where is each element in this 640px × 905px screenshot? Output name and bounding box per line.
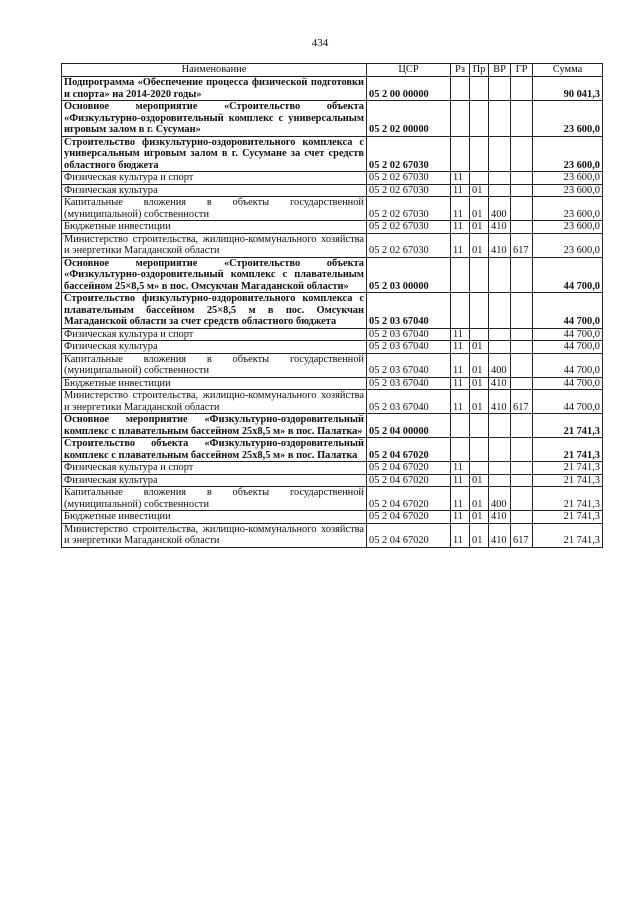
cell-name: Капитальные вложения в объекты государственной (муниципальной) собственности <box>62 487 367 511</box>
header-vr: ВР <box>489 64 511 77</box>
cell-pr: 01 <box>470 197 489 221</box>
cell-rz: 11 <box>451 377 470 390</box>
cell-gr: 617 <box>511 233 533 257</box>
cell-gr <box>511 257 533 293</box>
cell-pr: 01 <box>470 353 489 377</box>
budget-table <box>61 63 603 548</box>
cell-csr: 05 2 03 67040 <box>367 377 451 390</box>
cell-rz: 11 <box>451 341 470 354</box>
cell-name: Строительство физкультурно-оздоровительного комплекса с универсальным игровым залом в г. Сусумане за счет средств областного бюджета <box>62 136 367 172</box>
cell-pr <box>470 257 489 293</box>
header-pr: Пр <box>470 64 489 77</box>
cell-vr <box>489 438 511 462</box>
cell-csr: 05 2 02 67030 <box>367 197 451 221</box>
cell-name: Бюджетные инвестиции <box>62 221 367 234</box>
cell-csr: 05 2 03 67040 <box>367 353 451 377</box>
cell-sum: 23 600,0 <box>533 184 603 197</box>
cell-gr <box>511 511 533 524</box>
cell-vr: 410 <box>489 221 511 234</box>
table-row <box>62 474 603 487</box>
cell-gr <box>511 221 533 234</box>
cell-rz: 11 <box>451 487 470 511</box>
cell-name: Строительство физкультурно-оздоровительного комплекса с плавательным бассейном 25×8,5 м в пос. Омсукчан Магаданской области за счет средств областного бюджета <box>62 293 367 329</box>
cell-sum: 21 741,3 <box>533 523 603 547</box>
table-row <box>62 172 603 185</box>
cell-csr: 05 2 04 00000 <box>367 414 451 438</box>
cell-gr <box>511 328 533 341</box>
table-row <box>62 523 603 547</box>
cell-vr <box>489 474 511 487</box>
cell-vr: 410 <box>489 523 511 547</box>
cell-sum: 23 600,0 <box>533 197 603 221</box>
cell-name: Физическая культура <box>62 341 367 354</box>
table-row <box>62 293 603 329</box>
cell-rz: 11 <box>451 390 470 414</box>
cell-vr: 400 <box>489 353 511 377</box>
cell-sum: 21 741,3 <box>533 474 603 487</box>
cell-vr <box>489 462 511 475</box>
table-header-row <box>62 64 603 77</box>
cell-sum: 44 700,0 <box>533 390 603 414</box>
cell-csr: 05 2 04 67020 <box>367 487 451 511</box>
cell-vr <box>489 77 511 101</box>
cell-csr: 05 2 02 67030 <box>367 221 451 234</box>
header-name: Наименование <box>62 64 367 77</box>
cell-csr: 05 2 04 67020 <box>367 511 451 524</box>
cell-name: Бюджетные инвестиции <box>62 377 367 390</box>
cell-name: Физическая культура <box>62 474 367 487</box>
cell-rz: 11 <box>451 184 470 197</box>
cell-pr: 01 <box>470 390 489 414</box>
cell-gr <box>511 414 533 438</box>
cell-name: Подпрограмма «Обеспечение процесса физической подготовки и спорта» на 2014-2020 годы» <box>62 77 367 101</box>
table-row <box>62 184 603 197</box>
cell-csr: 05 2 03 00000 <box>367 257 451 293</box>
cell-name: Бюджетные инвестиции <box>62 511 367 524</box>
cell-pr <box>470 101 489 137</box>
cell-rz: 11 <box>451 523 470 547</box>
header-rz: Рз <box>451 64 470 77</box>
cell-sum: 44 700,0 <box>533 293 603 329</box>
cell-pr <box>470 77 489 101</box>
cell-pr <box>470 293 489 329</box>
cell-gr <box>511 474 533 487</box>
table-row <box>62 257 603 293</box>
cell-gr <box>511 438 533 462</box>
cell-pr <box>470 414 489 438</box>
cell-sum: 21 741,3 <box>533 511 603 524</box>
cell-pr <box>470 136 489 172</box>
cell-sum: 23 600,0 <box>533 233 603 257</box>
cell-sum: 90 041,3 <box>533 77 603 101</box>
cell-rz <box>451 136 470 172</box>
table-row <box>62 390 603 414</box>
cell-name: Основное мероприятие «Физкультурно-оздоровительный комплекс с плавательным бассейном 25х8,5 м» в пос. Палатка» <box>62 414 367 438</box>
cell-sum: 21 741,3 <box>533 462 603 475</box>
cell-csr: 05 2 02 67030 <box>367 184 451 197</box>
header-csr: ЦСР <box>367 64 451 77</box>
cell-csr: 05 2 04 67020 <box>367 523 451 547</box>
cell-csr: 05 2 02 67030 <box>367 233 451 257</box>
cell-sum: 23 600,0 <box>533 221 603 234</box>
cell-vr <box>489 257 511 293</box>
cell-pr: 01 <box>470 511 489 524</box>
cell-rz <box>451 438 470 462</box>
cell-vr <box>489 184 511 197</box>
table-row <box>62 101 603 137</box>
cell-name: Основное мероприятие «Строительство объекта «Физкультурно-оздоровительный комплекс с плавательным бассейном 25×8,5 м» в пос. Омсукчан Магаданской области» <box>62 257 367 293</box>
cell-rz <box>451 414 470 438</box>
cell-name: Физическая культура и спорт <box>62 172 367 185</box>
cell-pr: 01 <box>470 377 489 390</box>
cell-pr <box>470 438 489 462</box>
cell-vr: 400 <box>489 487 511 511</box>
table-row <box>62 77 603 101</box>
cell-rz: 11 <box>451 221 470 234</box>
cell-vr: 410 <box>489 377 511 390</box>
cell-sum: 21 741,3 <box>533 414 603 438</box>
cell-pr: 01 <box>470 523 489 547</box>
cell-sum: 21 741,3 <box>533 438 603 462</box>
table-row <box>62 462 603 475</box>
cell-vr: 410 <box>489 233 511 257</box>
cell-gr <box>511 353 533 377</box>
cell-pr <box>470 328 489 341</box>
cell-name: Министерство строительства, жилищно-коммунального хозяйства и энергетики Магаданской области <box>62 233 367 257</box>
table-row <box>62 136 603 172</box>
table-row <box>62 438 603 462</box>
cell-sum: 23 600,0 <box>533 101 603 137</box>
cell-gr <box>511 487 533 511</box>
cell-gr <box>511 341 533 354</box>
cell-vr <box>489 101 511 137</box>
cell-vr <box>489 341 511 354</box>
table-row <box>62 487 603 511</box>
cell-sum: 44 700,0 <box>533 341 603 354</box>
cell-gr: 617 <box>511 390 533 414</box>
cell-csr: 05 2 02 67030 <box>367 136 451 172</box>
cell-rz <box>451 293 470 329</box>
cell-sum: 44 700,0 <box>533 328 603 341</box>
cell-vr <box>489 293 511 329</box>
table-row <box>62 328 603 341</box>
cell-gr <box>511 184 533 197</box>
cell-vr: 410 <box>489 511 511 524</box>
cell-rz: 11 <box>451 353 470 377</box>
cell-rz <box>451 77 470 101</box>
cell-name: Физическая культура <box>62 184 367 197</box>
cell-gr <box>511 136 533 172</box>
cell-vr: 400 <box>489 197 511 221</box>
cell-sum: 44 700,0 <box>533 353 603 377</box>
header-gr: ГР <box>511 64 533 77</box>
table-row <box>62 511 603 524</box>
cell-vr <box>489 414 511 438</box>
cell-pr: 01 <box>470 221 489 234</box>
cell-sum: 23 600,0 <box>533 136 603 172</box>
cell-name: Физическая культура и спорт <box>62 462 367 475</box>
cell-gr <box>511 77 533 101</box>
cell-csr: 05 2 02 00000 <box>367 101 451 137</box>
cell-name: Основное мероприятие «Строительство объекта «Физкультурно-оздоровительный комплекс с универсальным игровым залом в г. Сусуман» <box>62 101 367 137</box>
cell-name: Капитальные вложения в объекты государственной (муниципальной) собственности <box>62 197 367 221</box>
table-row <box>62 341 603 354</box>
cell-rz <box>451 101 470 137</box>
table-row <box>62 353 603 377</box>
header-sum: Сумма <box>533 64 603 77</box>
cell-csr: 05 2 03 67040 <box>367 390 451 414</box>
cell-rz: 11 <box>451 511 470 524</box>
cell-pr: 01 <box>470 487 489 511</box>
cell-csr: 05 2 03 67040 <box>367 341 451 354</box>
cell-csr: 05 2 04 67020 <box>367 462 451 475</box>
cell-csr: 05 2 03 67040 <box>367 328 451 341</box>
cell-gr: 617 <box>511 523 533 547</box>
table-row <box>62 377 603 390</box>
cell-pr <box>470 172 489 185</box>
cell-sum: 21 741,3 <box>533 487 603 511</box>
cell-csr: 05 2 00 00000 <box>367 77 451 101</box>
cell-name: Министерство строительства, жилищно-коммунального хозяйства и энергетики Магаданской области <box>62 523 367 547</box>
cell-csr: 05 2 03 67040 <box>367 293 451 329</box>
cell-pr: 01 <box>470 341 489 354</box>
table-row <box>62 414 603 438</box>
cell-gr <box>511 197 533 221</box>
cell-csr: 05 2 02 67030 <box>367 172 451 185</box>
cell-gr <box>511 462 533 475</box>
table-row <box>62 221 603 234</box>
cell-pr <box>470 462 489 475</box>
cell-vr <box>489 172 511 185</box>
cell-gr <box>511 377 533 390</box>
cell-sum: 44 700,0 <box>533 257 603 293</box>
cell-name: Министерство строительства, жилищно-коммунального хозяйства и энергетики Магаданской области <box>62 390 367 414</box>
cell-vr <box>489 136 511 172</box>
cell-name: Строительство объекта «Физкультурно-оздоровительный комплекс с плавательным бассейном 25х8,5 м» в пос. Палатка <box>62 438 367 462</box>
cell-rz: 11 <box>451 328 470 341</box>
cell-vr: 410 <box>489 390 511 414</box>
cell-name: Физическая культура и спорт <box>62 328 367 341</box>
page-number: 434 <box>311 37 329 49</box>
cell-pr: 01 <box>470 184 489 197</box>
cell-csr: 05 2 04 67020 <box>367 438 451 462</box>
cell-gr <box>511 293 533 329</box>
cell-rz: 11 <box>451 197 470 221</box>
cell-sum: 44 700,0 <box>533 377 603 390</box>
cell-rz: 11 <box>451 474 470 487</box>
cell-gr <box>511 172 533 185</box>
table-row <box>62 197 603 221</box>
cell-pr: 01 <box>470 233 489 257</box>
cell-vr <box>489 328 511 341</box>
cell-name: Капитальные вложения в объекты государственной (муниципальной) собственности <box>62 353 367 377</box>
table-body <box>62 77 603 548</box>
cell-csr: 05 2 04 67020 <box>367 474 451 487</box>
cell-rz: 11 <box>451 172 470 185</box>
cell-pr: 01 <box>470 474 489 487</box>
cell-rz: 11 <box>451 462 470 475</box>
table-row <box>62 233 603 257</box>
cell-sum: 23 600,0 <box>533 172 603 185</box>
cell-rz: 11 <box>451 233 470 257</box>
cell-rz <box>451 257 470 293</box>
cell-gr <box>511 101 533 137</box>
